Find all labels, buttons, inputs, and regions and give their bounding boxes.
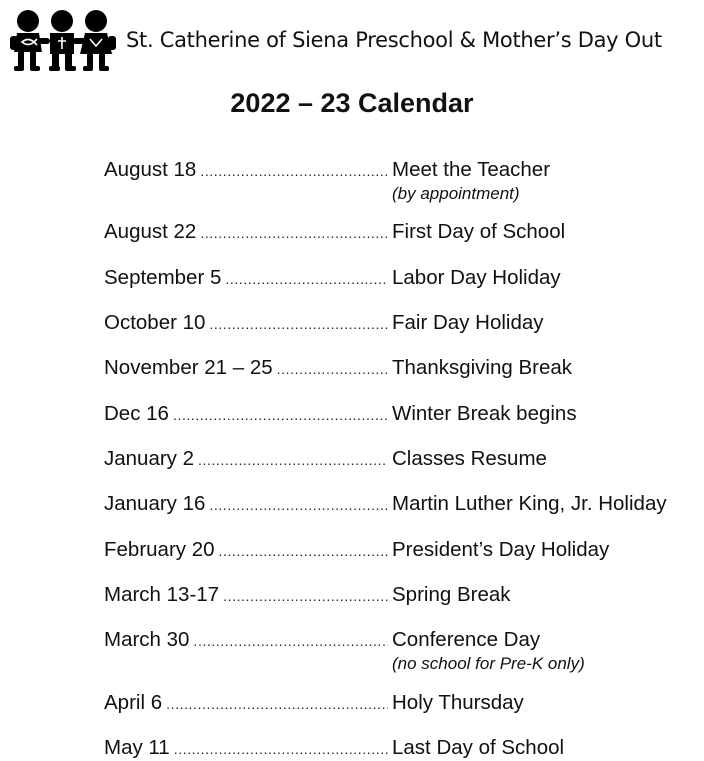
entry-date: October 10 — [104, 310, 209, 336]
dot-leader — [193, 628, 388, 653]
calendar-entry — [104, 265, 700, 291]
calendar-entry — [104, 627, 700, 673]
entry-event: Holy Thursday — [392, 691, 524, 714]
entry-date: September 5 — [104, 265, 225, 291]
three-children-holding-hands-icon — [10, 8, 118, 72]
dot-leader — [200, 220, 388, 245]
entry-event: Martin Luther King, Jr. Holiday — [392, 492, 667, 515]
entry-event: Conference Day — [392, 628, 541, 651]
school-name: St. Catherine of Siena Preschool & Mother’s Day Out — [126, 28, 662, 52]
dot-leader — [277, 356, 388, 381]
dot-leader — [198, 447, 388, 472]
entry-event: Thanksgiving Break — [392, 356, 573, 379]
entry-date: March 13-17 — [104, 582, 223, 608]
dot-leader — [200, 158, 388, 183]
dot-leader — [173, 402, 388, 427]
entry-event: Meet the Teacher — [392, 158, 551, 181]
calendar-entry — [104, 537, 700, 563]
entry-date: March 30 — [104, 627, 193, 653]
entry-date: February 20 — [104, 537, 219, 563]
entry-event: Labor Day Holiday — [392, 266, 561, 289]
page-title: 2022 – 23 Calendar — [230, 88, 474, 118]
entry-date: August 22 — [104, 219, 200, 245]
header — [10, 8, 700, 72]
dot-leader — [174, 736, 388, 761]
entry-event: Spring Break — [392, 583, 511, 606]
entry-event: Fair Day Holiday — [392, 311, 544, 334]
entry-event: President’s Day Holiday — [392, 538, 610, 561]
calendar-entry — [104, 401, 700, 427]
calendar-entry — [104, 735, 700, 761]
entry-event: First Day of School — [392, 220, 566, 243]
dot-leader — [209, 311, 388, 336]
calendar-entry — [104, 582, 700, 608]
entry-event: Last Day of School — [392, 736, 565, 759]
entry-date: May 11 — [104, 735, 174, 761]
entry-date: January 2 — [104, 446, 198, 472]
dot-leader — [166, 691, 388, 716]
calendar-entry — [104, 219, 700, 245]
dot-leader — [219, 538, 388, 563]
entry-event: Classes Resume — [392, 447, 547, 470]
dot-leader — [209, 492, 388, 517]
entry-event: Winter Break begins — [392, 402, 577, 425]
calendar-entry — [104, 690, 700, 716]
entry-date: November 21 – 25 — [104, 355, 277, 381]
calendar-entry — [104, 310, 700, 336]
calendar-entry — [104, 491, 700, 517]
entry-date: Dec 16 — [104, 401, 173, 427]
calendar-entry — [104, 157, 700, 203]
entry-date: August 18 — [104, 157, 200, 183]
entry-note: (by appointment) — [392, 184, 520, 203]
dot-leader — [223, 583, 388, 608]
dot-leader — [225, 266, 388, 291]
entry-date: January 16 — [104, 491, 209, 517]
calendar-entry — [104, 446, 700, 472]
entry-date: April 6 — [104, 690, 166, 716]
entry-note: (no school for Pre-K only) — [392, 654, 585, 673]
calendar-entry — [104, 355, 700, 381]
